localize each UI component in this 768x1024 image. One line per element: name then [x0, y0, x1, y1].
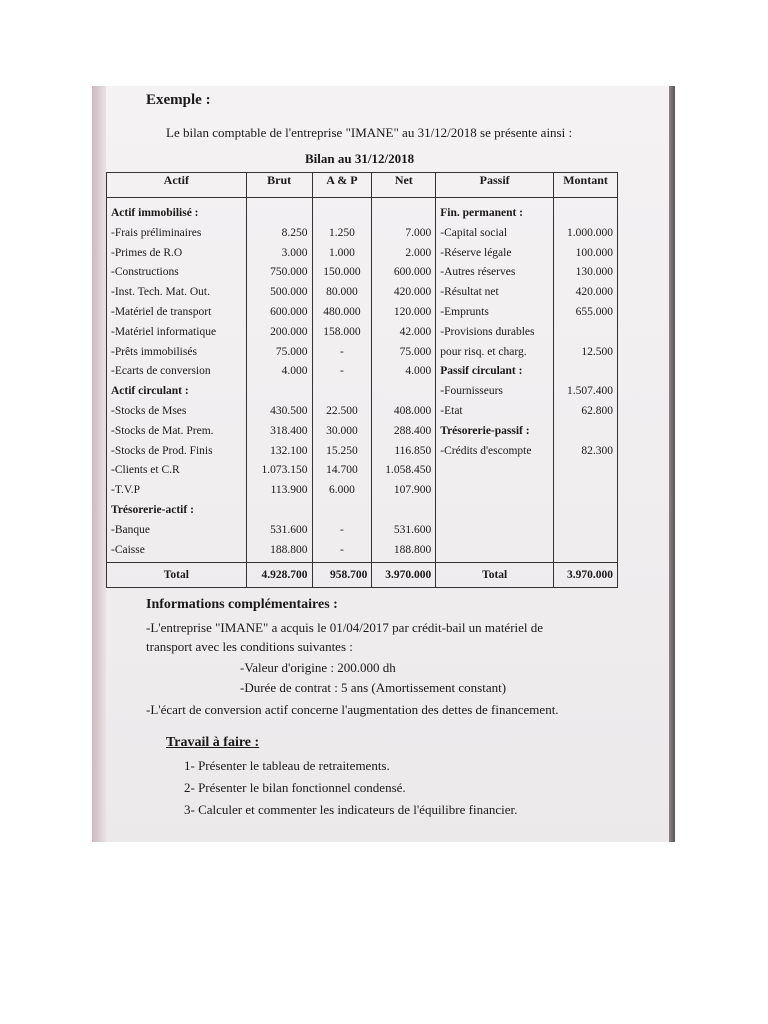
ap-cell: 14.700	[326, 464, 358, 477]
task-item-2: 2- Présenter le bilan fonctionnel condensé.	[184, 780, 406, 795]
actif-section-heading: Actif immobilisé :	[111, 207, 199, 219]
brut-column	[246, 198, 312, 563]
actif-section-heading: Trésorerie-actif :	[111, 503, 194, 516]
brut-cell	[251, 204, 308, 224]
table-body-row	[107, 198, 618, 563]
net-cell: 2.000	[405, 246, 432, 259]
brut-cell	[251, 382, 308, 402]
brut-cell: 430.500	[270, 404, 308, 417]
actif-row-label: -Banque	[111, 523, 150, 536]
page-edge-right	[669, 86, 675, 842]
passif-row-label: -Capital social	[440, 226, 508, 239]
header-actif: Actif	[107, 173, 247, 198]
table-title: Bilan au 31/12/2018	[305, 151, 415, 166]
ap-column	[312, 198, 372, 563]
work-title: Travail à faire :	[166, 735, 260, 750]
net-cell: 120.000	[393, 305, 432, 318]
net-cell: 600.000	[393, 266, 432, 279]
net-cell: 75.000	[399, 345, 432, 358]
net-cell: 408.000	[393, 404, 432, 417]
montant-cell	[558, 323, 613, 343]
actif-row-label: -Matériel de transport	[111, 305, 212, 318]
montant-cell: 100.000	[575, 246, 613, 259]
table-header-row	[107, 173, 618, 198]
passif-row-label: -Provisions durables	[440, 325, 535, 338]
passif-labels-column	[436, 198, 554, 563]
brut-cell: 4.000	[281, 365, 308, 378]
info-item-valeur: -Valeur d'origine : 200.000 dh	[240, 660, 396, 675]
ap-cell: 30.000	[326, 424, 358, 437]
brut-cell: 600.000	[270, 305, 308, 318]
net-cell	[376, 382, 431, 402]
total-actif-label: Total	[107, 563, 247, 588]
page-shadow-left	[92, 86, 106, 842]
passif-row-label: -Etat	[440, 404, 463, 417]
montant-cell: 1.000.000	[567, 226, 613, 239]
net-cell: 107.900	[393, 484, 432, 497]
header-montant: Montant	[554, 173, 618, 198]
heading: Exemple :	[146, 92, 211, 108]
net-cell: 420.000	[393, 286, 432, 299]
passif-row-label: pour risq. et charg.	[440, 345, 527, 358]
net-cell: 7.000	[405, 226, 432, 239]
ap-cell: -	[340, 365, 344, 378]
actif-row-label: -T.V.P	[111, 484, 140, 497]
info-item-duree: -Durée de contrat : 5 ans (Amortissement constant)	[240, 680, 507, 695]
task-item-3: 3- Calculer et commenter les indicateurs de l'équilibre financier.	[184, 802, 518, 817]
brut-cell: 1.073.150	[261, 464, 308, 477]
montant-cell: 655.000	[575, 305, 613, 318]
montant-cell: 12.500	[581, 345, 613, 358]
net-cell	[376, 501, 431, 521]
total-ap: 958.700	[312, 563, 372, 588]
ap-cell: 158.000	[323, 325, 361, 338]
net-cell: 288.400	[393, 424, 432, 437]
header-brut: Brut	[246, 173, 312, 198]
ap-cell: -	[340, 543, 344, 556]
net-column	[372, 198, 436, 563]
table-total-row	[107, 563, 618, 588]
actif-row-label: -Prêts immobilisés	[111, 345, 197, 358]
actif-labels-column	[107, 198, 247, 563]
montant-cell: 1.507.400	[567, 385, 613, 398]
total-brut: 4.928.700	[246, 563, 312, 588]
ap-cell: 22.500	[326, 404, 358, 417]
montant-cell: 130.000	[575, 266, 613, 279]
net-cell: 42.000	[399, 325, 432, 338]
actif-row-label: -Ecarts de conversion	[111, 365, 211, 378]
net-cell	[376, 204, 431, 224]
net-cell: 531.600	[393, 523, 432, 536]
montant-cell: 420.000	[575, 286, 613, 299]
passif-row-label: -Crédits d'escompte	[440, 444, 532, 457]
header-net: Net	[372, 173, 436, 198]
passif-row-label: -Emprunts	[440, 305, 489, 318]
info-paragraph-line2: transport avec les conditions suivantes :	[146, 639, 353, 654]
actif-row-label: -Clients et C.R	[111, 464, 180, 477]
total-net: 3.970.000	[372, 563, 436, 588]
brut-cell: 188.800	[270, 543, 308, 556]
montant-cell	[558, 204, 613, 224]
actif-row-label: -Matériel informatique	[111, 325, 217, 338]
actif-row-label: -Inst. Tech. Mat. Out.	[111, 286, 210, 299]
actif-section-heading: Actif circulant :	[111, 385, 189, 398]
ap-cell	[317, 382, 368, 402]
ap-cell: 1.250	[329, 226, 355, 239]
brut-cell: 750.000	[270, 266, 308, 279]
task-item-1: 1- Présenter le tableau de retraitements.	[184, 758, 390, 773]
actif-row-label: -Stocks de Mses	[111, 404, 187, 417]
brut-cell: 200.000	[270, 325, 308, 338]
montant-cell	[558, 422, 613, 442]
header-ap: A & P	[312, 173, 372, 198]
info-paragraph-line1: -L'entreprise "IMANE" a acquis le 01/04/2017 par crédit-bail un matériel de	[146, 620, 544, 635]
net-cell: 116.850	[394, 444, 432, 457]
actif-row-label: -Caisse	[111, 543, 145, 556]
total-montant: 3.970.000	[554, 563, 618, 588]
montant-cell: 82.300	[581, 444, 613, 457]
brut-cell: 500.000	[270, 286, 308, 299]
info-title: Informations complémentaires :	[146, 597, 338, 612]
actif-row-label: -Primes de R.O	[111, 246, 183, 259]
total-passif-label: Total	[436, 563, 554, 588]
actif-row-label: -Stocks de Prod. Finis	[111, 444, 213, 457]
montant-cell	[558, 362, 613, 382]
passif-section-heading: Trésorerie-passif :	[440, 424, 530, 437]
actif-row-label: -Frais préliminaires	[111, 226, 202, 239]
brut-cell: 132.100	[270, 444, 308, 457]
net-cell: 4.000	[405, 365, 432, 378]
net-cell: 1.058.450	[385, 464, 432, 477]
passif-section-heading: Passif circulant :	[440, 365, 523, 378]
ap-cell: 6.000	[329, 484, 355, 497]
passif-row-label: -Réserve légale	[440, 246, 512, 259]
ap-cell: 80.000	[326, 286, 358, 299]
passif-section-heading: Fin. permanent :	[440, 207, 523, 219]
net-cell: 188.800	[393, 543, 432, 556]
passif-row-label: -Résultat net	[440, 286, 499, 299]
passif-row-label: -Fournisseurs	[440, 385, 503, 398]
actif-row-label: -Stocks de Mat. Prem.	[111, 424, 214, 437]
brut-cell: 8.250	[281, 226, 308, 239]
ap-cell: 15.250	[326, 444, 358, 457]
actif-row-label: -Constructions	[111, 266, 179, 279]
ap-cell: 1.000	[329, 246, 355, 259]
ap-cell: -	[340, 345, 344, 358]
brut-cell: 531.600	[270, 523, 308, 536]
balance-sheet-table	[106, 172, 618, 588]
ap-cell	[317, 501, 368, 521]
brut-cell: 3.000	[281, 246, 308, 259]
header-passif: Passif	[436, 173, 554, 198]
ap-cell: 480.000	[323, 305, 361, 318]
intro-text: Le bilan comptable de l'entreprise "IMANE" au 31/12/2018 se présente ainsi :	[166, 125, 573, 140]
brut-cell	[251, 501, 308, 521]
brut-cell: 318.400	[270, 424, 308, 437]
brut-cell: 113.900	[270, 484, 308, 497]
brut-cell: 75.000	[275, 345, 308, 358]
montant-column	[554, 198, 618, 563]
ap-cell: -	[340, 523, 344, 536]
info-paragraph-ecart: -L'écart de conversion actif concerne l'augmentation des dettes de financement.	[146, 702, 559, 717]
ap-cell: 150.000	[323, 266, 361, 279]
montant-cell: 62.800	[581, 404, 613, 417]
ap-cell	[317, 204, 368, 224]
passif-row-label: -Autres réserves	[440, 266, 516, 279]
